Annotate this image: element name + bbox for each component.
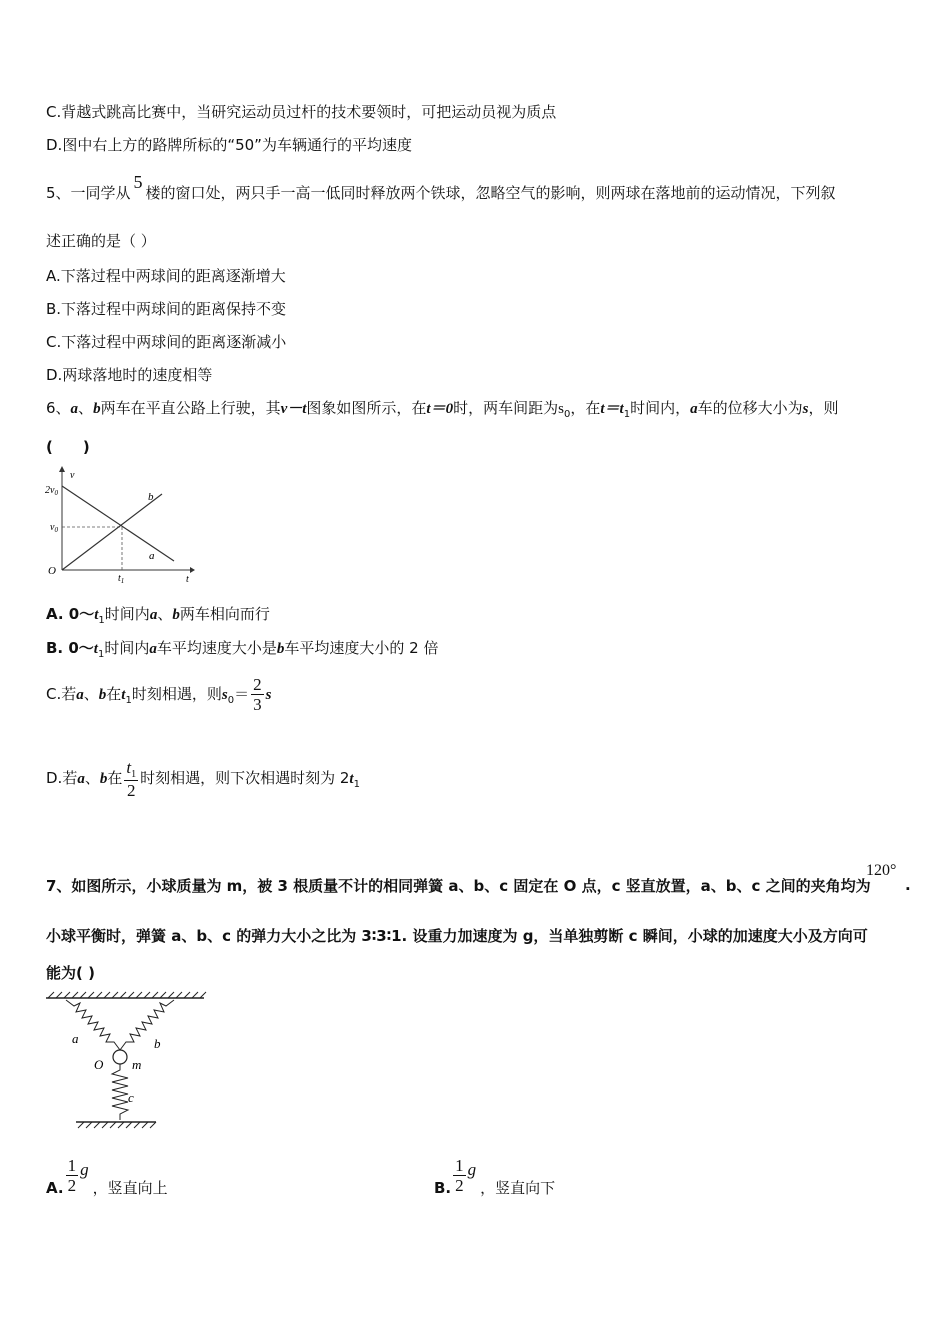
q6d-pre: D.若 [46,769,78,787]
q5-option-d: D.两球落地时的速度相等 [46,366,213,384]
label-b: b [148,491,154,503]
q5-stem-part-a: 5、一同学从 [46,184,131,202]
q6-tt1: t＝t [600,401,624,417]
tick-2v0 [45,485,58,497]
spring-c [112,1064,128,1120]
floor-hatch [78,1122,156,1128]
q6-text: 车的位移大小为 [697,399,803,417]
q6-var-s: s [802,401,809,417]
q6d-sep: 、 [84,769,100,787]
ball [113,1050,127,1064]
tick-v0-main: v [50,522,55,533]
q6c-mid: 在 [106,685,122,703]
q7a-frac-num: 1 [67,1156,77,1175]
q6-text: ，在 [570,399,601,417]
q7-angle-period: . [905,876,911,894]
spring-b [120,1000,174,1050]
q6-text: 图象如图所示，在 [306,399,427,417]
line-b [62,494,162,570]
q5-option-c: C.下落过程中两球间的距离逐渐减小 [46,333,287,351]
tick-t1-sub: 1 [120,577,125,585]
q6-stem-line1 [46,398,838,421]
t-axis-arrow [190,567,195,573]
q6-var-b: b [93,401,101,417]
t-axis-label: t [186,574,189,585]
q6-t0: t＝0 [426,401,454,417]
label-point-o: O [94,1057,104,1072]
q6d-frac-den: 2 [124,780,138,800]
q6-tt1-sub: 1 [623,409,631,420]
q6b-end: 车平均速度大小的 2 倍 [284,639,439,657]
q6-option-d [46,756,360,803]
q6-answer-paren: ( ) [46,438,90,456]
q7b-frac-den: 2 [455,1176,464,1195]
origin-label: O [48,565,56,577]
tick-t1-main: t [118,573,121,584]
q6c-pre: C.若 [46,685,77,703]
q7a-fraction [66,1156,79,1195]
v-axis-label: v [70,470,75,481]
q6c-b: b [98,687,107,703]
q6b-sub: 1 [97,649,105,660]
tick-v0 [50,522,58,534]
q6a-t: t [94,607,99,623]
q6b-mid2: 车平均速度大小是 [156,639,277,657]
q6c-sep: 、 [83,685,99,703]
q6b-pre: B. 0～ [46,639,94,657]
label-mass-m: m [132,1057,142,1072]
q6c-t: t [121,687,126,703]
q5-stem-line2: 述正确的是（ ） [46,232,156,250]
q7a-frac-den: 2 [67,1176,77,1195]
q6-text: 时，两车间距为 [453,399,559,417]
q6c-s: s [221,687,228,703]
q6-vt: v－t [280,401,307,417]
q6d-mid: 在 [107,769,123,787]
q6d-frac-num-t: t [126,757,132,777]
q7-option-a [46,1156,168,1195]
q6c-eq: ＝ [234,685,250,703]
label-a: a [149,550,155,562]
q6-var-a: a [690,401,698,417]
q7b-label: B. [434,1179,452,1197]
q4-option-c: C.背越式跳高比赛中，当研究运动员过杆的技术要领时，可把运动员视为质点 [46,103,557,121]
q6b-mid: 时间内 [104,639,150,657]
q5-option-b: B.下落过程中两球间的距离保持不变 [46,300,287,318]
tick-2v0-sub: 0 [54,489,58,497]
q6-s0-sub: 0 [563,409,571,420]
tick-v0-sub: 0 [54,526,58,534]
q7a-g: g [80,1160,89,1179]
q6-option-c [46,672,271,719]
q6-s0: s [558,401,564,417]
q4-option-d: D.图中右上方的路牌所标的“50”为车辆通行的平均速度 [46,136,412,154]
tick-t1 [118,573,124,585]
q6b-a: a [149,641,157,657]
q6d-frac-num [124,758,138,780]
label-spring-a: a [72,1031,79,1046]
q5-floor-number: 5 [133,172,143,192]
q6a-b: b [172,607,180,623]
q6-text: ，则 [808,399,839,417]
q6-number: 6、 [46,399,71,417]
vt-graph [44,464,196,588]
q5-stem-line1 [46,172,836,203]
q7-stem-line3: 能为( ) [46,964,95,982]
q6c-sub: 1 [125,695,132,706]
q7-stem-line1: 7、如图所示，小球质量为 m，被 3 根质量不计的相同弹簧 a、b、c 固定在 O 点，c 竖直放置，a、b、c 之间的夹角均为 [46,877,871,895]
q6a-pre: A. 0～ [46,605,95,623]
q6d-frac-num-sub: 1 [131,768,137,780]
q6a-sub: 1 [98,615,105,626]
q6d-b: b [99,771,108,787]
q6c-frac-num: 2 [253,675,262,694]
q6b-t: t [93,641,98,657]
q7a-text: ，竖直向上 [92,1179,168,1197]
q7-angle: 120° [866,862,897,879]
q6-text: 时间内， [630,399,691,417]
q6a-end: 两车相向而行 [179,605,270,623]
q6d-sub: 1 [353,779,360,790]
q6d-mid2: 时刻相遇，则下次相遇时刻为 2 [140,769,350,787]
q7-option-b [434,1156,555,1195]
q6d-fraction [124,758,138,800]
tick-2v0-main: 2v [45,485,55,496]
q7b-g: g [467,1160,477,1179]
q6-var-a: a [70,401,79,417]
label-spring-c: c [128,1090,134,1105]
q5-option-a: A.下落过程中两球间的距离逐渐增大 [46,267,286,285]
q6c-fraction [251,675,264,714]
q7b-fraction [453,1156,466,1195]
q6c-end: s [265,687,272,703]
label-spring-b: b [154,1036,161,1051]
q6d-a: a [77,771,85,787]
q6c-mid2: 时刻相遇，则 [131,685,222,703]
q6b-b: b [276,641,285,657]
v-axis-arrow [59,466,65,472]
q5-stem-part-b: 楼的窗口处，两只手一高一低同时释放两个铁球，忽略空气的影响，则两球在落地前的运动情况，下列叙 [145,184,836,202]
q6c-s-sub: 0 [227,695,235,706]
q6-sep: 、 [78,399,94,417]
q7a-label: A. [46,1179,64,1197]
q7-stem-line2: 小球平衡时，弹簧 a、b、c 的弹力大小之比为 3∶3∶1. 设重力加速度为 g，当单独剪断 c 瞬间，小球的加速度大小及方向可 [46,927,868,945]
q6-option-b [46,638,438,661]
ceiling-hatch [48,992,206,998]
q6c-frac-den: 3 [253,695,262,714]
q6a-a: a [149,607,158,623]
q6c-a: a [76,687,84,703]
q7b-text: ，竖直向下 [480,1179,556,1197]
q6a-mid: 时间内 [104,605,150,623]
q6a-sep: 、 [157,605,173,623]
q6-text: 两车在平直公路上行驶，其 [100,399,281,417]
q6d-t: t [349,771,354,787]
q6-option-a [46,604,270,627]
spring-figure [44,990,208,1132]
q7b-frac-num: 1 [455,1156,464,1175]
